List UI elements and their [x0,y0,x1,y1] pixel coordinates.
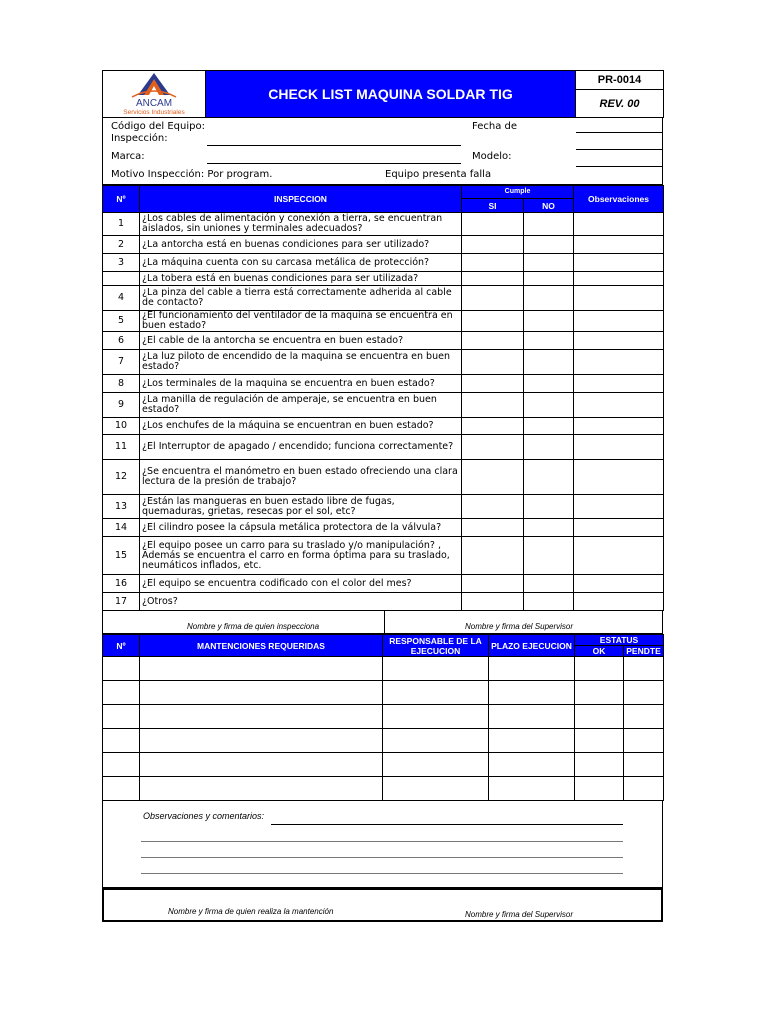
mant-description-cell[interactable] [140,729,383,753]
item-number: 14 [103,519,140,537]
item-question: ¿Otros? [140,593,462,611]
final-supervisor-signature-label: Nombre y firma del Supervisor [465,910,574,919]
mant-description-cell[interactable] [140,681,383,705]
table-row [103,418,664,435]
mant-ok-cell[interactable] [575,681,624,705]
item-number: 2 [103,236,140,254]
col-inspeccion-header: INSPECCION [140,186,462,213]
modelo-field[interactable] [576,166,662,167]
observaciones-cell[interactable] [574,272,664,286]
item-number: 17 [103,593,140,611]
cumple-si-cell[interactable] [462,254,524,272]
cumple-si-cell[interactable] [462,272,524,286]
item-question: ¿Se encuentra el manómetro en buen estado ofreciendo una clara lectura de la presión de trabajo? [140,460,462,495]
cumple-si-cell[interactable] [462,593,524,611]
mant-responsable-cell[interactable] [383,657,489,681]
item-number: 16 [103,575,140,593]
item-number: 12 [103,460,140,495]
table-row [103,657,664,681]
cumple-no-cell[interactable] [524,272,574,286]
table-row [103,519,664,537]
mant-responsable-cell[interactable] [383,681,489,705]
observaciones-cell[interactable] [574,213,664,236]
mant-responsable-cell[interactable] [383,705,489,729]
mant-pendte-header: PENDTE [624,646,664,657]
item-question: ¿La manilla de regulación de amperaje, se encuentra en buen estado? [140,393,462,418]
mant-ok-cell[interactable] [575,729,624,753]
mant-num-cell[interactable] [103,705,140,729]
cumple-no-cell[interactable] [524,236,574,254]
mant-responsable-cell[interactable] [383,729,489,753]
col-observaciones-header: Observaciones [574,186,664,213]
mant-plazo-cell[interactable] [489,681,575,705]
item-question: ¿La tobera está en buenas condiciones para ser utilizada? [140,272,462,286]
item-number: 1 [103,213,140,236]
col-si-header: SI [462,199,524,213]
table-row [103,236,664,254]
observaciones-cell[interactable] [574,350,664,375]
mant-num-cell[interactable] [103,777,140,801]
mant-pendte-cell[interactable] [624,705,664,729]
maintainer-signature-label: Nombre y firma de quien realiza la mantención [168,907,334,916]
mant-description-cell[interactable] [140,657,383,681]
observations-line-3[interactable] [141,857,623,858]
item-number: 13 [103,495,140,519]
cumple-no-cell[interactable] [524,213,574,236]
company-name: ANCAM [135,98,173,109]
item-question: ¿Están las mangueras en buen estado libre de fugas, quemaduras, grietas, resecas por el sol, etc? [140,495,462,519]
cumple-no-cell[interactable] [524,418,574,435]
inspeccion-label: Inspección: [111,133,168,144]
mant-pendte-cell[interactable] [624,777,664,801]
table-row [103,311,664,332]
cumple-no-cell[interactable] [524,575,574,593]
falla-label: Equipo presenta falla [385,169,492,180]
cumple-si-cell[interactable] [462,537,524,575]
mant-ok-cell[interactable] [575,777,624,801]
inspection-table [102,185,664,611]
mant-plazo-header: PLAZO EJECUCION [489,635,575,657]
motivo-label: Motivo Inspección: Por program. [111,169,273,180]
observations-label: Observaciones y comentarios: [143,811,265,821]
table-row [103,393,664,418]
cumple-si-cell[interactable] [462,460,524,495]
table-row [103,537,664,575]
table-row [103,575,664,593]
equipment-info [102,118,663,185]
cumple-si-cell[interactable] [462,519,524,537]
mant-pendte-cell[interactable] [624,753,664,777]
table-row [103,272,664,286]
item-question: ¿La máquina cuenta con su carcasa metálica de protección? [140,254,462,272]
item-number: 9 [103,393,140,418]
observaciones-cell[interactable] [574,311,664,332]
codigo-field[interactable] [207,145,461,146]
item-number: 6 [103,332,140,350]
cumple-si-cell[interactable] [462,393,524,418]
item-number: 5 [103,311,140,332]
cumple-no-cell[interactable] [524,460,574,495]
modelo-label: Modelo: [472,151,512,162]
inspector-signature-label: Nombre y firma de quien inspecciona [187,622,320,631]
cumple-no-cell[interactable] [524,332,574,350]
fecha-field-2[interactable] [576,149,662,150]
item-question: ¿Los cables de alimentación y conexión a tierra, se encuentran aislados, sin uniones y terminales adecuados? [140,213,462,236]
item-question: ¿La pinza del cable a tierra está correctamente adherida al cable de contacto? [140,286,462,311]
mant-description-cell[interactable] [140,705,383,729]
table-row [103,460,664,495]
cumple-no-cell[interactable] [524,393,574,418]
cumple-si-cell[interactable] [462,375,524,393]
item-number [103,272,140,286]
item-number: 3 [103,254,140,272]
mant-estatus-header: ESTATUS [575,635,664,646]
maintenance-rows [103,657,664,801]
document-code: PR-0014 [576,71,664,90]
observations-line-1[interactable] [271,824,623,825]
cumple-no-cell[interactable] [524,286,574,311]
item-number: 8 [103,375,140,393]
mant-plazo-cell[interactable] [489,777,575,801]
table-row [103,777,664,801]
cumple-no-cell[interactable] [524,311,574,332]
col-num-header: Nº [103,186,140,213]
cumple-si-cell[interactable] [462,311,524,332]
observaciones-cell[interactable] [574,236,664,254]
table-row [103,753,664,777]
mant-num-cell[interactable] [103,753,140,777]
document-revision: REV. 00 [576,90,664,118]
mant-plazo-cell[interactable] [489,729,575,753]
mant-description-cell[interactable] [140,753,383,777]
item-question: ¿El cilindro posee la cápsula metálica protectora de la válvula? [140,519,462,537]
observaciones-cell[interactable] [574,495,664,519]
cumple-si-cell[interactable] [462,418,524,435]
cumple-si-cell[interactable] [462,350,524,375]
observaciones-cell[interactable] [574,435,664,460]
cumple-no-cell[interactable] [524,254,574,272]
table-row [103,332,664,350]
table-row [103,495,664,519]
cumple-no-cell[interactable] [524,350,574,375]
item-question: ¿La luz piloto de encendido de la maquina se encuentra en buen estado? [140,350,462,375]
ancam-logo-icon [124,71,184,101]
maintenance-signatures [102,888,663,922]
mant-num-cell[interactable] [103,729,140,753]
item-number: 10 [103,418,140,435]
cumple-si-cell[interactable] [462,575,524,593]
observations-line-4[interactable] [141,873,623,874]
cumple-si-cell[interactable] [462,236,524,254]
cumple-no-cell[interactable] [524,435,574,460]
item-number: 7 [103,350,140,375]
item-question: ¿Los terminales de la maquina se encuentra en buen estado? [140,375,462,393]
mant-ok-cell[interactable] [575,753,624,777]
mant-plazo-cell[interactable] [489,657,575,681]
mant-responsable-cell[interactable] [383,753,489,777]
marca-field[interactable] [207,163,461,164]
table-row [103,705,664,729]
table-row [103,729,664,753]
observaciones-cell[interactable] [574,460,664,495]
table-row [103,213,664,236]
cumple-si-cell[interactable] [462,332,524,350]
cumple-no-cell[interactable] [524,593,574,611]
mant-ok-cell[interactable] [575,705,624,729]
signature-divider [384,611,385,633]
supervisor-signature-label: Nombre y firma del Supervisor [465,622,574,631]
observaciones-cell[interactable] [574,519,664,537]
observaciones-cell[interactable] [574,375,664,393]
cumple-si-cell[interactable] [462,495,524,519]
table-row [103,286,664,311]
table-row [103,254,664,272]
item-question: ¿El cable de la antorcha se encuentra en buen estado? [140,332,462,350]
table-row [103,681,664,705]
col-no-header: NO [524,199,574,213]
mant-pendte-cell[interactable] [624,681,664,705]
table-row [103,435,664,460]
mant-num-cell[interactable] [103,657,140,681]
mant-num-cell[interactable] [103,681,140,705]
mant-responsable-header: RESPONSABLE DE LA EJECUCION [383,635,489,657]
item-number: 11 [103,435,140,460]
mant-ok-cell[interactable] [575,657,624,681]
item-question: ¿La antorcha está en buenas condiciones para ser utilizado? [140,236,462,254]
item-number: 15 [103,537,140,575]
col-cumple-header: Cumple [462,186,574,199]
marca-label: Marca: [111,151,145,162]
mant-mantenciones-header: MANTENCIONES REQUERIDAS [140,635,383,657]
mant-ok-header: OK [575,646,624,657]
mant-num-header: Nº [103,635,140,657]
observaciones-cell[interactable] [574,593,664,611]
observations-box [102,801,663,888]
item-question: ¿El funcionamiento del ventilador de la maquina se encuentra en buen estado? [140,311,462,332]
mant-plazo-cell[interactable] [489,705,575,729]
cumple-si-cell[interactable] [462,435,524,460]
company-subtitle: Servicios Industriales [123,109,185,116]
maintenance-table [102,634,664,801]
inspection-signatures [102,611,663,634]
observations-line-2[interactable] [141,841,623,842]
mant-responsable-cell[interactable] [383,777,489,801]
item-question: ¿El equipo posee un carro para su traslado y/o manipulación? , Además se encuentra el carro en forma óptima para su traslado, neumáticos inflados, etc. [140,537,462,575]
observaciones-cell[interactable] [574,418,664,435]
page-title: CHECK LIST MAQUINA SOLDAR TIG [206,71,576,118]
cumple-si-cell[interactable] [462,213,524,236]
cumple-no-cell[interactable] [524,519,574,537]
observaciones-cell[interactable] [574,575,664,593]
item-question: ¿El equipo se encuentra codificado con el color del mes? [140,575,462,593]
cumple-no-cell[interactable] [524,375,574,393]
observaciones-cell[interactable] [574,332,664,350]
inspection-rows [103,213,664,611]
item-number: 4 [103,286,140,311]
observaciones-cell[interactable] [574,393,664,418]
item-question: ¿El Interruptor de apagado / encendido; funciona correctamente? [140,435,462,460]
codigo-label: Código del Equipo: [111,121,205,132]
observaciones-cell[interactable] [574,537,664,575]
mant-pendte-cell[interactable] [624,729,664,753]
mant-pendte-cell[interactable] [624,657,664,681]
cumple-no-cell[interactable] [524,495,574,519]
table-row [103,593,664,611]
cumple-si-cell[interactable] [462,286,524,311]
fecha-field[interactable] [576,132,662,133]
mant-description-cell[interactable] [140,777,383,801]
cumple-no-cell[interactable] [524,537,574,575]
fecha-label: Fecha de [472,121,517,132]
item-question: ¿Los enchufes de la máquina se encuentran en buen estado? [140,418,462,435]
company-logo [103,71,206,118]
table-row [103,350,664,375]
mant-plazo-cell[interactable] [489,753,575,777]
observaciones-cell[interactable] [574,286,664,311]
table-row [103,375,664,393]
checklist-sheet [102,70,663,922]
observaciones-cell[interactable] [574,254,664,272]
header-table [102,70,664,118]
